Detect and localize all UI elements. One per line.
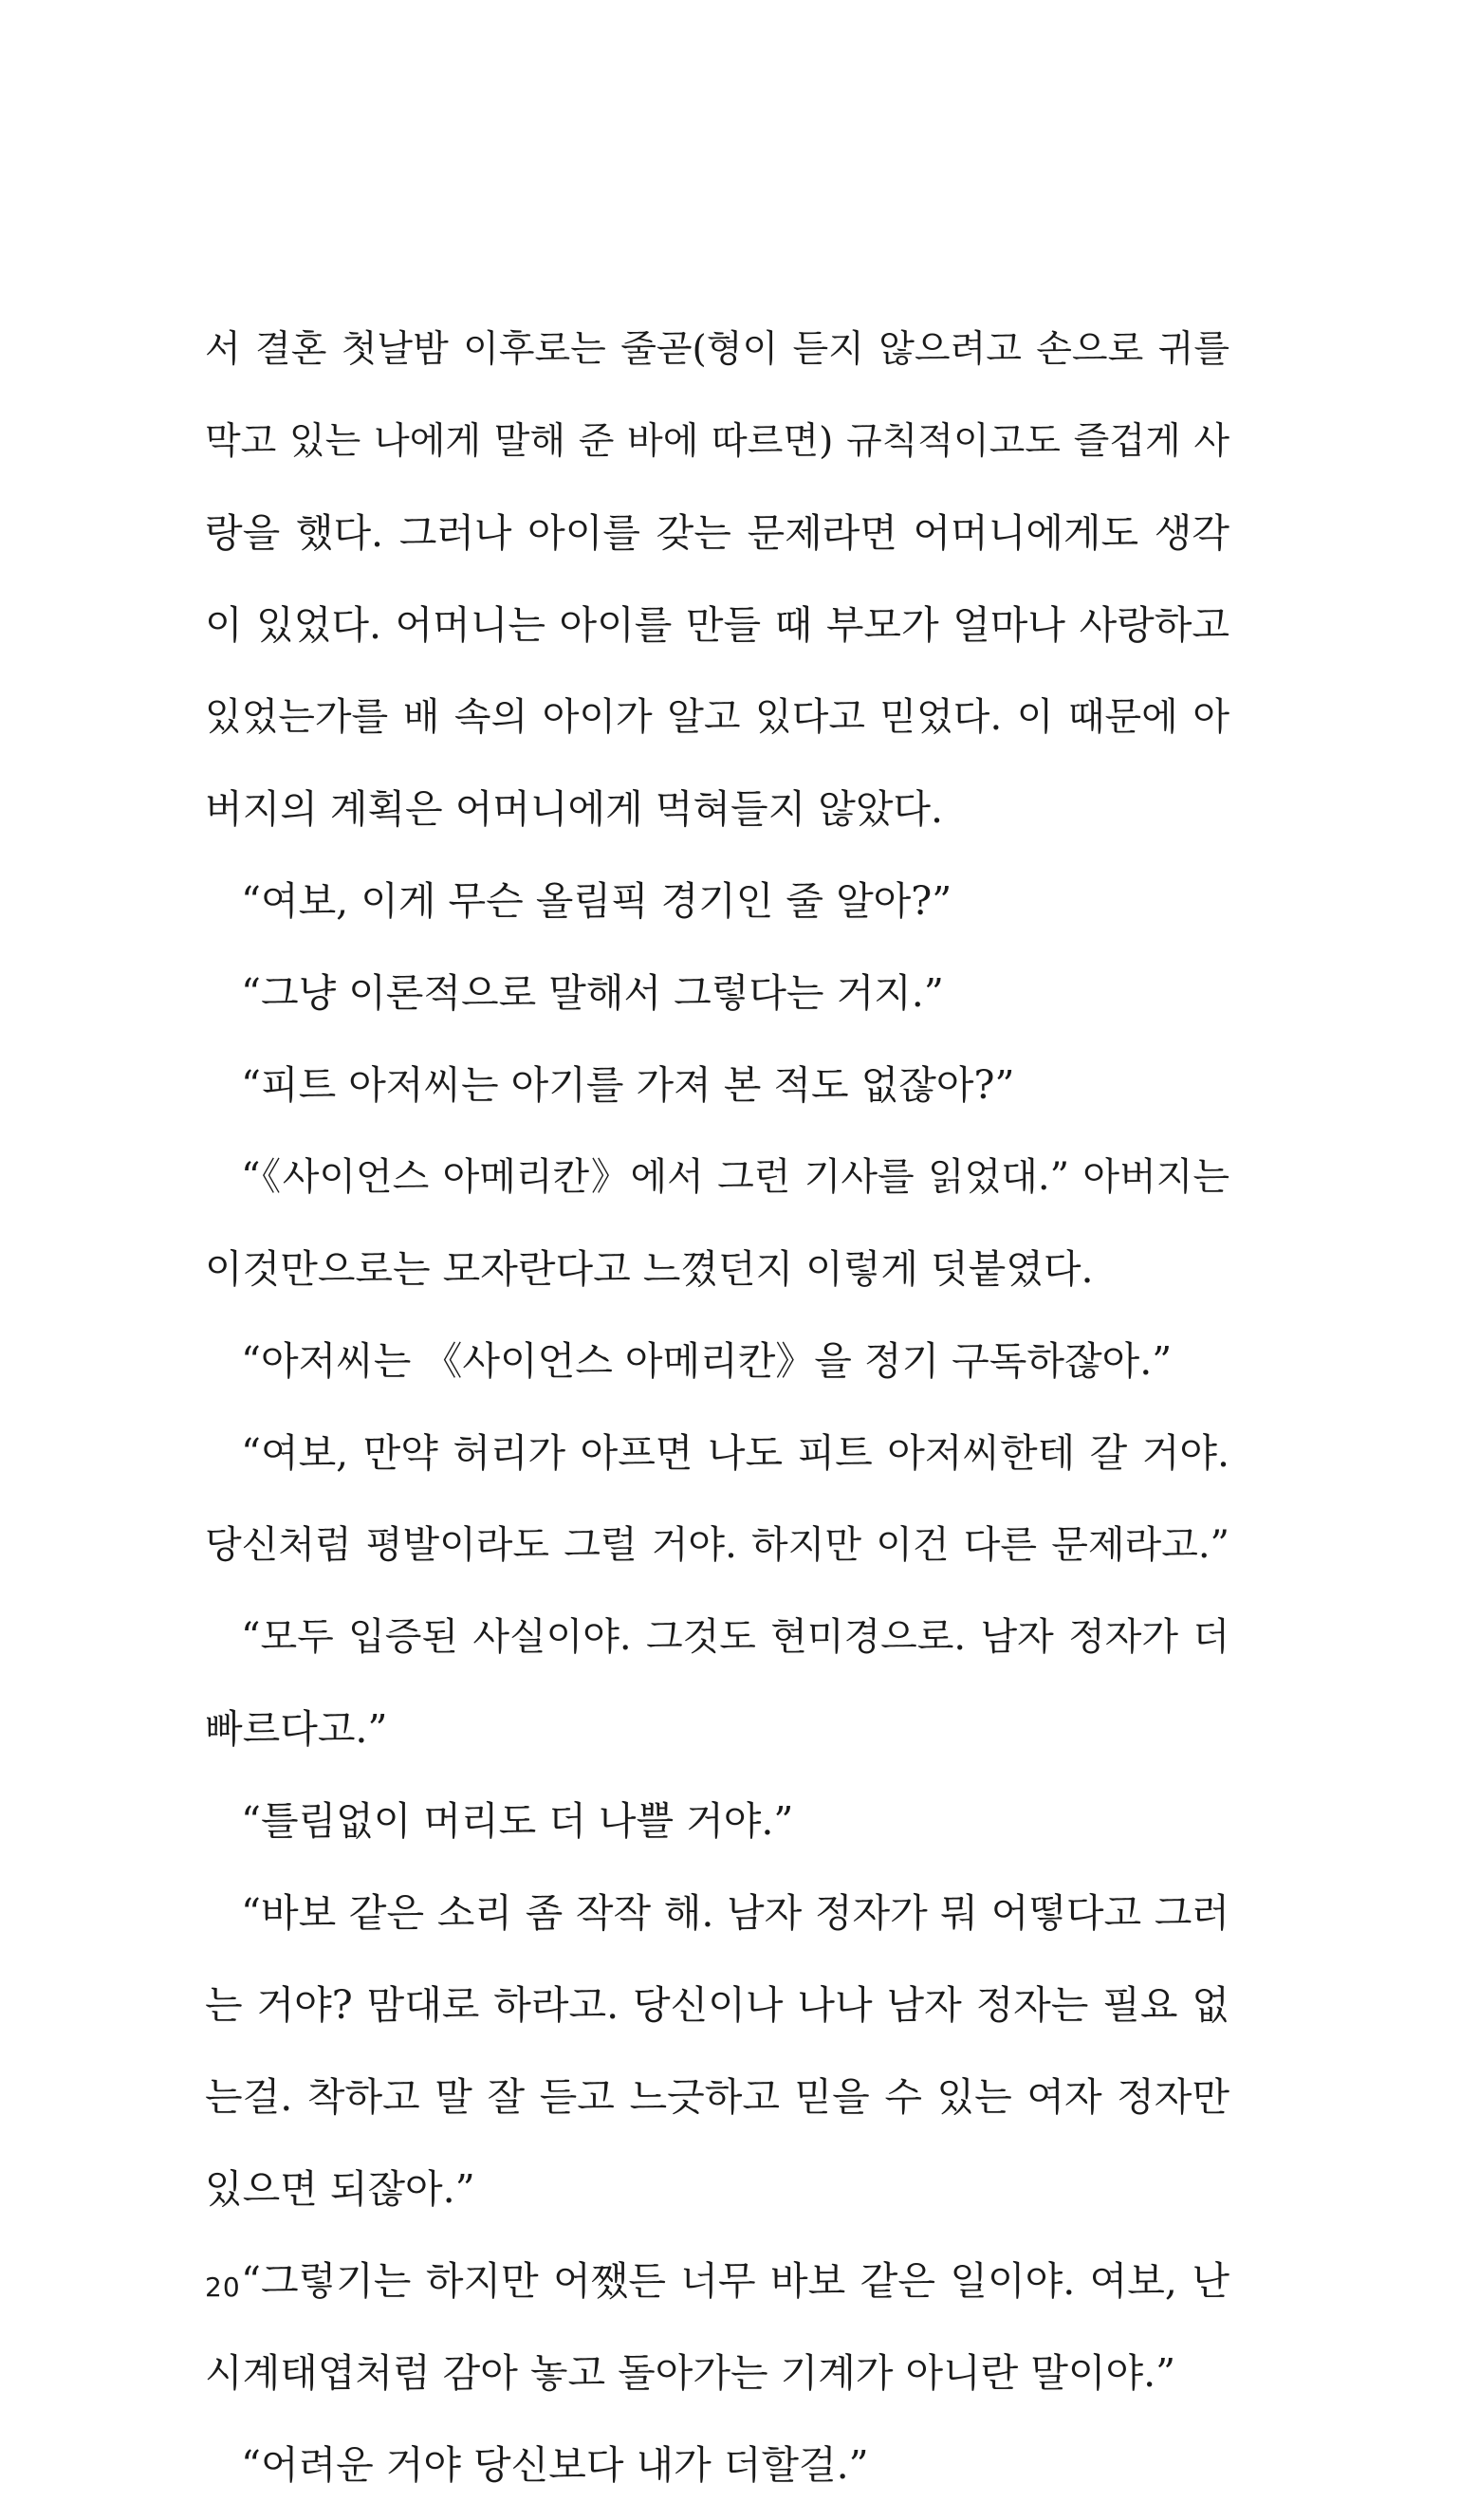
text-line: 빠르다고.” <box>205 1706 388 1752</box>
dialogue-line: “어려운 거야 당신보다 내가 더할걸.” <box>241 2442 869 2488</box>
dialogue-line: “그냥 이론적으로 말해서 그렇다는 거지.” <box>241 970 944 1016</box>
text-line: 이것만으로는 모자란다고 느꼈던지 이렇게 덧붙였다. <box>205 1246 1094 1292</box>
dialogue-line: “여보, 이게 무슨 올림픽 경기인 줄 알아?” <box>241 878 952 924</box>
page-number: 20 <box>205 2272 241 2303</box>
dialogue-line: “여보, 만약 허리가 아프면 나도 피트 아저씨한테 갈 거야. <box>241 1430 1229 1476</box>
text-line: 시계태엽처럼 감아 놓고 돌아가는 기계가 아니란 말이야.” <box>205 2350 1176 2396</box>
text-line: 는 거야? 맘대로 하라고. 당신이나 나나 남자 정자는 필요 없 <box>205 1982 1229 2028</box>
body-text <box>205 304 1229 2511</box>
dialogue-line: “바보 같은 소리 좀 작작 해. 남자 정자가 뭐 어떻다고 그러 <box>241 1890 1229 1936</box>
text-line: 랑을 했다. 그러나 아이를 갖는 문제라면 어머니에게도 생각 <box>205 510 1229 556</box>
text-line: 버지의 계획은 어머니에게 먹혀들지 않았다. <box>205 786 944 832</box>
dialogue-line: “아저씨는 《사이언스 아메리칸》을 정기 구독하잖아.” <box>241 1338 1173 1384</box>
dialogue-line: “《사이언스 아메리칸》에서 그런 기사를 읽었대.” 아버지는 <box>241 1155 1229 1199</box>
dialogue-line: “피트 아저씨는 아기를 가져 본 적도 없잖아?” <box>241 1062 1015 1108</box>
text-line: 이 있었다. 어머니는 아이를 만들 때 부모가 얼마나 사랑하고 <box>205 602 1229 648</box>
dialogue-line: “모두 입증된 사실이야. 그것도 현미경으로. 남자 정자가 더 <box>241 1615 1229 1659</box>
text-line: 서 결혼 첫날밤 이후로는 줄곧(형이 듣지 않으려고 손으로 귀를 <box>205 328 1229 371</box>
text-line: 막고 있는 나에게 말해 준 바에 따르면) 규칙적이고도 즐겁게 사 <box>205 420 1229 463</box>
text-line: 있었는가를 배 속의 아이가 알고 있다고 믿었다. 이 때문에 아 <box>205 695 1229 739</box>
dialogue-line: “틀림없이 머리도 더 나쁠 거야.” <box>241 1798 794 1844</box>
dialogue-line: “그렇기는 하지만 어쨌든 너무 바보 같은 일이야. 여보, 난 <box>241 2258 1229 2304</box>
text-line: 당신처럼 평발이라도 그럴 거야. 하지만 이건 다른 문제라고.” <box>205 1523 1229 1567</box>
text-line: 는걸. 착하고 말 잘 듣고 느긋하고 믿을 수 있는 여자 정자만 <box>205 2074 1229 2120</box>
text-line: 있으면 되잖아.” <box>205 2166 475 2212</box>
